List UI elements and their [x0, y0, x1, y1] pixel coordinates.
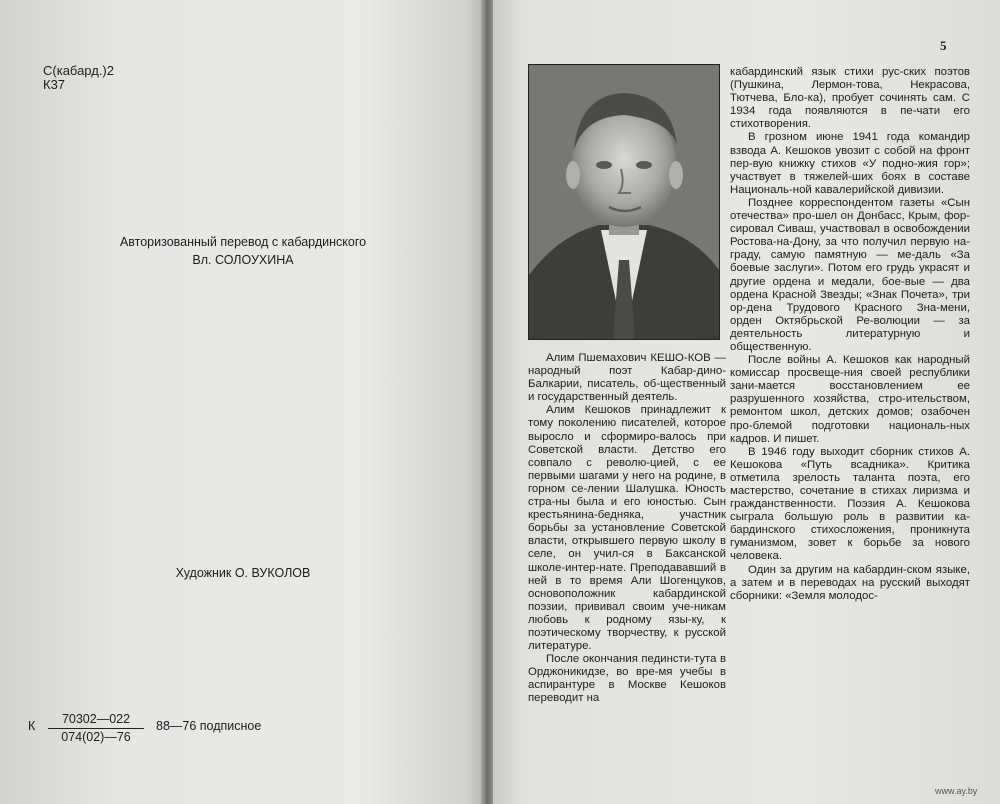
text-column-2	[730, 66, 970, 603]
paragraph-correspondent: Позднее корреспондентом газеты «Сын отечества» про-шел он Донбасс, Крым, фор-сировал Сиваш, участвовал в освобождении Ростова-на-Дону, за что получил первую на-граду, самую памятную — ме-даль «За боевые заслуги». Потом его грудь украсят и другие ордена и медали, бое-вые — два ордена Красной Звезды; «Знак Почета», три ор-дена Трудового Красного Зна-мени, орден Октябрьской Ре-волюции — за деятельность литературную и общественную.	[730, 196, 970, 353]
translator-name: Вл. СОЛОУХИНА	[192, 253, 294, 267]
udk-line-1: С(кабард.)2	[43, 63, 114, 78]
paragraph-intro: Алим Пшемахович КЕШО-КОВ — народный поэт Кабар-дино-Балкарии, писатель, об-щественный и государственный деятель.	[528, 352, 726, 404]
left-page	[0, 0, 486, 804]
text-column-1	[528, 352, 726, 706]
watermark: www.ay.by	[935, 786, 978, 796]
paragraph-childhood: Алим Кешоков принадлежит к тому поколению писателей, которое выросло и сформиро-валось при Советской власти. Детство его совпало с револю-цией, с ее первыми шагами у него на родине, в горном се-лении Шалушка. Юность стра-ны была и его юностью. Сын крестьянина-бедняка, участник борьбы за установление Советской власти, открывшего первую школу в селе, он учил-ся в Баксанской школе-интер-нате. Преподававший в ней в то время Али Шогенцуков, основоположник кабардинской поэзии, прививал своим уче-никам любовь к родному язы-ку, к поэтическому творчеству, к русской литературе.	[528, 404, 726, 653]
udk-line-2: К37	[43, 77, 66, 92]
subscription-note: 88—76 подписное	[156, 719, 262, 733]
author-portrait	[528, 64, 720, 340]
code-numerator: 70302—022	[61, 712, 131, 726]
paragraph-1946: В 1946 году выходит сборник стихов А. Кешокова «Путь всадника». Критика отметила зрелость таланта поэта, его мастерство, сочетание в стихах лиризма и гражданственности. Поэзия А. Кешокова сыграла большую роль в развитии ка-бардинского стихосложения, проникнута гуманизмом, зовет к борьбе за нового человека.	[730, 445, 970, 563]
translation-credit	[0, 233, 486, 269]
paragraph-translations: кабардинский язык стихи рус-ских поэтов (Пушкина, Лермон-това, Некрасова, Тютчева, Бло-ка), пробует сочинять сам. С 1934 года появляются в пе-чати его стихотворения.	[730, 66, 970, 131]
translation-line-1: Авторизованный перевод с кабардинского	[119, 235, 367, 249]
udk-index	[43, 64, 114, 92]
code-letter: К	[28, 719, 36, 733]
paragraph-education: После окончания пединсти-тута в Орджоникидзе, во вре-мя учебы в аспирантуре в Москве Кешоков переводит на	[528, 653, 726, 705]
paragraph-collections: Один за другим на кабардин-ском языке, а затем и в переводах на русский выходят сборники: «Земля молодос-	[730, 563, 970, 602]
paragraph-war: В грозном июне 1941 года командир взвода А. Кешоков увозит с собой на фронт пер-вую книжку стихов «У подно-жия гор»; участвует в тяжелей-ших боях в составе Националь-ной кавалерийской дивизии.	[730, 131, 970, 196]
code-fraction	[48, 712, 144, 745]
portrait-illustration	[529, 65, 719, 339]
paragraph-postwar: После войны А. Кешоков как народный комиссар просвеще-ния своей республики зани-мается восстановлением ее разрушенного хозяйства, стро-ительством, ремонтом школ, детских домов; озабочен про-блемой подготовки националь-ных кадров. И пишет.	[730, 354, 970, 445]
fraction-bar	[48, 728, 144, 729]
page-number: 5	[940, 38, 947, 53]
artist-credit: Художник О. ВУКОЛОВ	[175, 566, 311, 580]
code-denominator: 074(02)—76	[61, 730, 131, 744]
